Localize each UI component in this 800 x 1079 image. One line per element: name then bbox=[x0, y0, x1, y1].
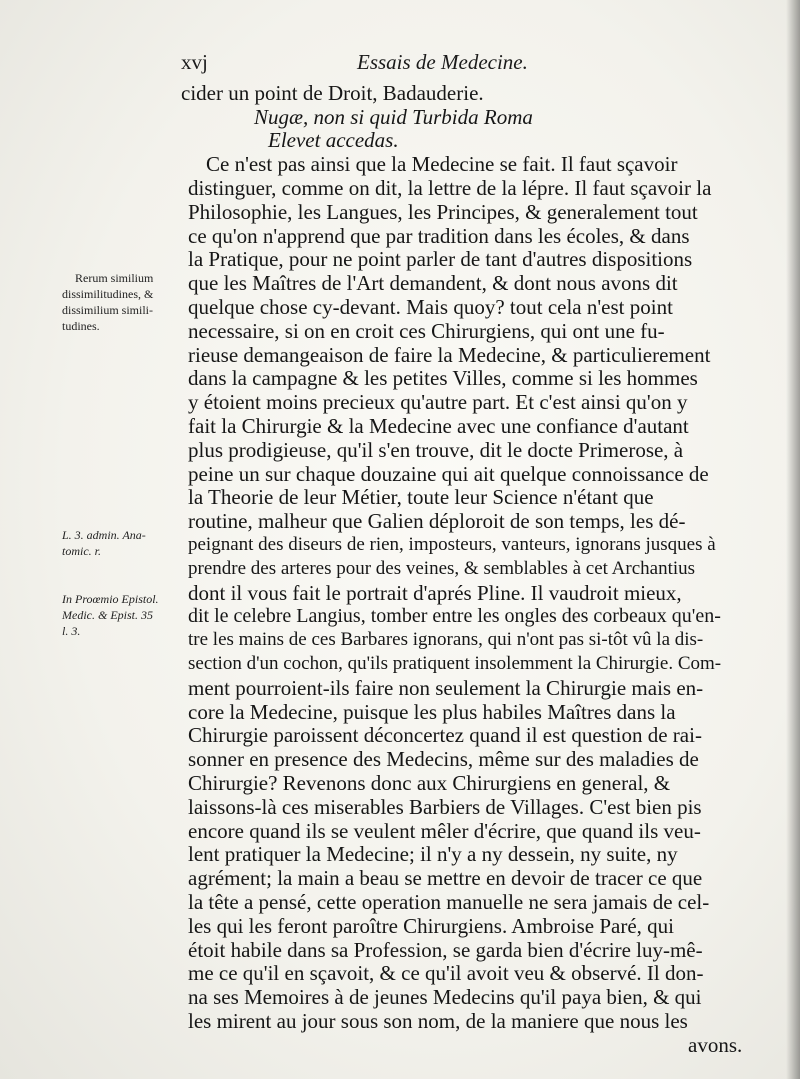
text-line: les mirent au jour sous son nom, de la maniere que nous les bbox=[188, 1009, 688, 1033]
text-line: la tête a pensé, cette operation manuelle ne sera jamais de cel- bbox=[188, 890, 710, 914]
verse-line: Elevet accedas. bbox=[268, 128, 399, 152]
text-line: ment pourroient-ils faire non seulement la Chirurgie mais en- bbox=[188, 676, 704, 700]
text-line: peine un sur chaque douzaine qui ait quelque connoissance de bbox=[188, 462, 709, 486]
text-line: y étoient moins precieux qu'autre part. Et c'est ainsi qu'on y bbox=[188, 390, 688, 414]
text-line: distinguer, comme on dit, la lettre de la lépre. Il faut sçavoir la bbox=[188, 176, 712, 200]
text-line: étoit habile dans sa Profession, se garda bien d'écrire luy-mê- bbox=[188, 938, 703, 962]
margin-note-line: Medic. & Epist. 35 bbox=[62, 608, 153, 622]
text-line: la Theorie de leur Métier, toute leur Science n'étant que bbox=[188, 485, 654, 509]
text-line: tre les mains de ces Barbares ignorans, qui n'ont pas si-tôt vû la dis- bbox=[188, 629, 704, 650]
running-title: Essais de Medecine. bbox=[357, 50, 528, 74]
margin-note-line: In Proœmio Epistol. bbox=[62, 592, 159, 606]
text-line: core la Medecine, puisque les plus habiles Maîtres dans la bbox=[188, 700, 676, 724]
text-line: dont il vous fait le portrait d'aprés Pline. Il vaudroit mieux, bbox=[188, 581, 682, 605]
text-line: que les Maîtres de l'Art demandent, & dont nous avons dit bbox=[188, 271, 678, 295]
catchword: avons. bbox=[688, 1033, 743, 1057]
text-line: section d'un cochon, qu'ils pratiquent insolemment la Chirurgie. Com- bbox=[188, 653, 722, 674]
text-line: dit le celebre Langius, tomber entre les ongles des corbeaux qu'en- bbox=[188, 605, 721, 627]
page-number: xvj bbox=[181, 50, 208, 74]
text-line: routine, malheur que Galien déploroit de son temps, les dé- bbox=[188, 509, 686, 533]
margin-note-line: tomic. r. bbox=[62, 544, 101, 558]
text-line: les qui les feront paroître Chirurgiens. Ambroise Paré, qui bbox=[188, 914, 675, 938]
text-line: cider un point de Droit, Badauderie. bbox=[181, 81, 484, 105]
verse-line: Nugæ, non si quid Turbida Roma bbox=[254, 105, 533, 129]
text-line: Chirurgie paroissent déconcertez quand il est question de rai- bbox=[188, 723, 702, 747]
text-line: na ses Memoires à de jeunes Medecins qu'il paya bien, & qui bbox=[188, 985, 702, 1009]
text-line: sonner en presence des Medecins, même sur des maladies de bbox=[188, 747, 699, 771]
margin-note-line: dissimilitudines, & bbox=[62, 287, 154, 301]
text-line: prendre des arteres pour des veines, & semblables à cet Archantius bbox=[188, 558, 696, 579]
text-line: fait la Chirurgie & la Medecine avec une confiance d'autant bbox=[188, 414, 689, 438]
text-line: la Pratique, pour ne point parler de tant d'autres dispositions bbox=[188, 247, 693, 271]
text-line: dans la campagne & les petites Villes, comme si les hommes bbox=[188, 366, 698, 390]
page-edge-shadow bbox=[786, 0, 800, 1079]
text-line: laissons-là ces miserables Barbiers de Villages. C'est bien pis bbox=[188, 795, 702, 819]
text-line: Ce n'est pas ainsi que la Medecine se fait. Il faut sçavoir bbox=[206, 152, 678, 176]
margin-note-line: dissimilium simili- bbox=[62, 303, 154, 317]
margin-note-line: L. 3. admin. Ana- bbox=[62, 528, 146, 542]
text-line: rieuse demangeaison de faire la Medecine, & particulierement bbox=[188, 343, 711, 367]
text-line: me ce qu'il en sçavoit, & ce qu'il avoit veu & observé. Il don- bbox=[188, 961, 704, 985]
text-line: Philosophie, les Langues, les Principes, & generalement tout bbox=[188, 200, 698, 224]
text-line: agrément; la main a beau se mettre en devoir de tracer ce que bbox=[188, 866, 703, 890]
margin-note-line: tudines. bbox=[62, 319, 100, 333]
text-line: Chirurgie? Revenons donc aux Chirurgiens en general, & bbox=[188, 771, 671, 795]
margin-note-line: Rerum similium bbox=[75, 271, 154, 285]
text-line: lent pratiquer la Medecine; il n'y a ny dessein, ny suite, ny bbox=[188, 842, 678, 866]
margin-note-line: l. 3. bbox=[62, 624, 81, 638]
text-line: quelque chose cy-devant. Mais quoy? tout cela n'est point bbox=[188, 295, 673, 319]
text-line: peignant des diseurs de rien, imposteurs, vanteurs, ignorans jusques à bbox=[188, 534, 716, 555]
text-line: ce qu'on n'apprend que par tradition dans les écoles, & dans bbox=[188, 224, 690, 248]
text-line: necessaire, si on en croit ces Chirurgiens, qui ont une fu- bbox=[188, 319, 665, 343]
text-line: encore quand ils se veulent mêler d'écrire, que quand ils veu- bbox=[188, 819, 701, 843]
text-line: plus prodigieuse, qu'il s'en trouve, dit le docte Primerose, à bbox=[188, 438, 684, 462]
